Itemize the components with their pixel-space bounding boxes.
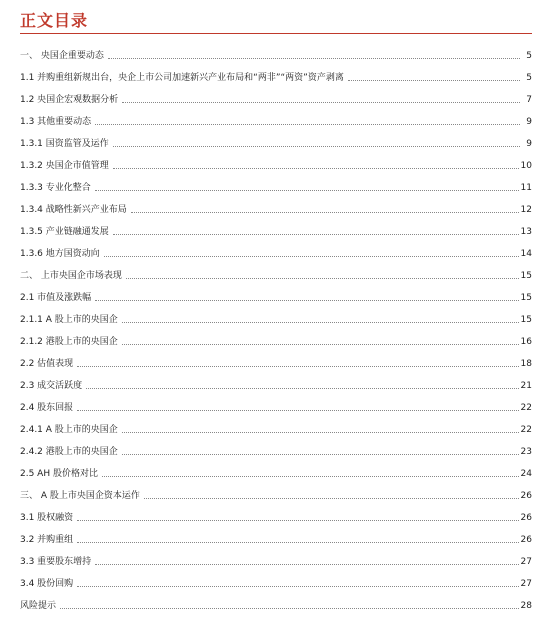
toc-entry-label: 3.2 并购重组 bbox=[20, 535, 74, 545]
toc-entry[interactable] bbox=[20, 590, 532, 612]
toc-entry[interactable] bbox=[20, 480, 532, 502]
dot-leader bbox=[126, 278, 519, 279]
toc-entry[interactable] bbox=[20, 128, 532, 150]
toc-entry-page-number: 22 bbox=[520, 425, 532, 435]
dot-leader bbox=[77, 586, 518, 587]
toc-entry[interactable] bbox=[20, 414, 532, 436]
dot-leader bbox=[60, 608, 519, 609]
toc-entry-label: 1.3.2 央国企市值管理 bbox=[20, 161, 109, 171]
dot-leader bbox=[348, 80, 520, 81]
toc-entry[interactable] bbox=[20, 502, 532, 524]
dot-leader bbox=[113, 168, 519, 169]
toc-entry[interactable] bbox=[20, 260, 532, 282]
toc-entry[interactable] bbox=[20, 62, 532, 84]
toc-entry[interactable] bbox=[20, 370, 532, 392]
toc-entry-label: 1.3 其他重要动态 bbox=[20, 117, 92, 127]
toc-entry[interactable] bbox=[20, 172, 532, 194]
toc-entry-label: 三、 A 股上市央国企资本运作 bbox=[20, 491, 140, 501]
dot-leader bbox=[77, 366, 518, 367]
toc-entry-label: 3.3 重要股东增持 bbox=[20, 557, 92, 567]
dot-leader bbox=[122, 344, 519, 345]
dot-leader bbox=[95, 124, 520, 125]
dot-leader bbox=[108, 58, 520, 59]
title-divider bbox=[20, 33, 532, 34]
toc-entry-page-number: 7 bbox=[526, 95, 532, 105]
toc-entry-label: 二、 上市央国企市场表现 bbox=[20, 271, 122, 281]
toc-entry-page-number: 14 bbox=[520, 249, 532, 259]
toc-entry[interactable] bbox=[20, 392, 532, 414]
dot-leader bbox=[104, 256, 519, 257]
toc-entry-label: 1.3.3 专业化整合 bbox=[20, 183, 91, 193]
toc-entry[interactable] bbox=[20, 458, 532, 480]
toc-entry-page-number: 15 bbox=[520, 293, 532, 303]
dot-leader bbox=[131, 212, 519, 213]
toc-entry-page-number: 5 bbox=[526, 51, 532, 61]
toc-entry-page-number: 18 bbox=[520, 359, 532, 369]
dot-leader bbox=[122, 322, 519, 323]
toc-entry-label: 3.4 股份回购 bbox=[20, 579, 74, 589]
toc-entry-page-number: 26 bbox=[520, 513, 532, 523]
dot-leader bbox=[122, 454, 519, 455]
toc-entry-page-number: 27 bbox=[520, 557, 532, 567]
dot-leader bbox=[144, 498, 519, 499]
toc-entry-page-number: 26 bbox=[520, 535, 532, 545]
toc-entry-label: 一、 央国企重要动态 bbox=[20, 51, 104, 61]
toc-entry-page-number: 26 bbox=[520, 491, 532, 501]
toc-entry-page-number: 28 bbox=[520, 601, 532, 611]
toc-entry-page-number: 12 bbox=[520, 205, 532, 215]
toc-entry-label: 1.3.6 地方国资动向 bbox=[20, 249, 100, 259]
dot-leader bbox=[77, 542, 518, 543]
toc-entry[interactable] bbox=[20, 524, 532, 546]
toc-entry-page-number: 10 bbox=[520, 161, 532, 171]
toc-entry-page-number: 16 bbox=[520, 337, 532, 347]
toc-entry-page-number: 9 bbox=[526, 117, 532, 127]
toc-entry-page-number: 22 bbox=[520, 403, 532, 413]
toc-entry[interactable] bbox=[20, 348, 532, 370]
toc-entry[interactable] bbox=[20, 568, 532, 590]
toc-entry-page-number: 24 bbox=[520, 469, 532, 479]
toc-entry-page-number: 9 bbox=[526, 139, 532, 149]
toc-entry-page-number: 15 bbox=[520, 315, 532, 325]
toc-entry-page-number: 23 bbox=[520, 447, 532, 457]
toc-entry[interactable] bbox=[20, 150, 532, 172]
toc-entry-label: 2.5 AH 股价格对比 bbox=[20, 469, 98, 479]
toc-list bbox=[20, 40, 532, 612]
dot-leader bbox=[102, 476, 519, 477]
toc-entry[interactable] bbox=[20, 216, 532, 238]
dot-leader bbox=[77, 410, 518, 411]
toc-entry-label: 2.4.2 港股上市的央国企 bbox=[20, 447, 118, 457]
dot-leader bbox=[95, 190, 519, 191]
toc-entry[interactable] bbox=[20, 40, 532, 62]
dot-leader bbox=[95, 300, 518, 301]
toc-entry-page-number: 15 bbox=[520, 271, 532, 281]
dot-leader bbox=[122, 102, 520, 103]
toc-entry[interactable] bbox=[20, 84, 532, 106]
toc-entry-label: 2.4 股东回报 bbox=[20, 403, 74, 413]
dot-leader bbox=[95, 564, 518, 565]
toc-entry-page-number: 27 bbox=[520, 579, 532, 589]
toc-entry-page-number: 13 bbox=[520, 227, 532, 237]
toc-entry[interactable] bbox=[20, 194, 532, 216]
toc-entry-label: 2.1 市值及涨跌幅 bbox=[20, 293, 92, 303]
toc-entry[interactable] bbox=[20, 326, 532, 348]
toc-entry-label: 1.3.1 国资监管及运作 bbox=[20, 139, 109, 149]
toc-entry-label: 3.1 股权融资 bbox=[20, 513, 74, 523]
toc-entry[interactable] bbox=[20, 238, 532, 260]
toc-entry-page-number: 11 bbox=[520, 183, 532, 193]
toc-entry-label: 1.3.4 战略性新兴产业布局 bbox=[20, 205, 127, 215]
dot-leader bbox=[113, 234, 519, 235]
toc-entry[interactable] bbox=[20, 282, 532, 304]
toc-entry-label: 2.4.1 A 股上市的央国企 bbox=[20, 425, 118, 435]
dot-leader bbox=[86, 388, 518, 389]
dot-leader bbox=[113, 146, 520, 147]
toc-entry-label: 2.1.1 A 股上市的央国企 bbox=[20, 315, 118, 325]
toc-entry[interactable] bbox=[20, 304, 532, 326]
page-title: 正文目录 bbox=[20, 11, 89, 30]
dot-leader bbox=[77, 520, 518, 521]
toc-entry[interactable] bbox=[20, 106, 532, 128]
toc-entry-page-number: 5 bbox=[526, 73, 532, 83]
toc-entry-label: 1.3.5 产业链融通发展 bbox=[20, 227, 109, 237]
toc-entry[interactable] bbox=[20, 436, 532, 458]
toc-entry-label: 2.1.2 港股上市的央国企 bbox=[20, 337, 118, 347]
toc-entry-label: 2.3 成交活跃度 bbox=[20, 381, 83, 391]
toc-entry-label: 2.2 估值表现 bbox=[20, 359, 74, 369]
dot-leader bbox=[122, 432, 519, 433]
toc-entry-label: 1.1 并购重组新规出台，央企上市公司加速新兴产业布局和“两非”“两资”资产剥离 bbox=[20, 73, 344, 83]
toc-entry-label: 风险提示 bbox=[20, 601, 57, 611]
toc-entry[interactable] bbox=[20, 546, 532, 568]
toc-entry-page-number: 21 bbox=[520, 381, 532, 391]
toc-entry-label: 1.2 央国企宏观数据分析 bbox=[20, 95, 119, 105]
